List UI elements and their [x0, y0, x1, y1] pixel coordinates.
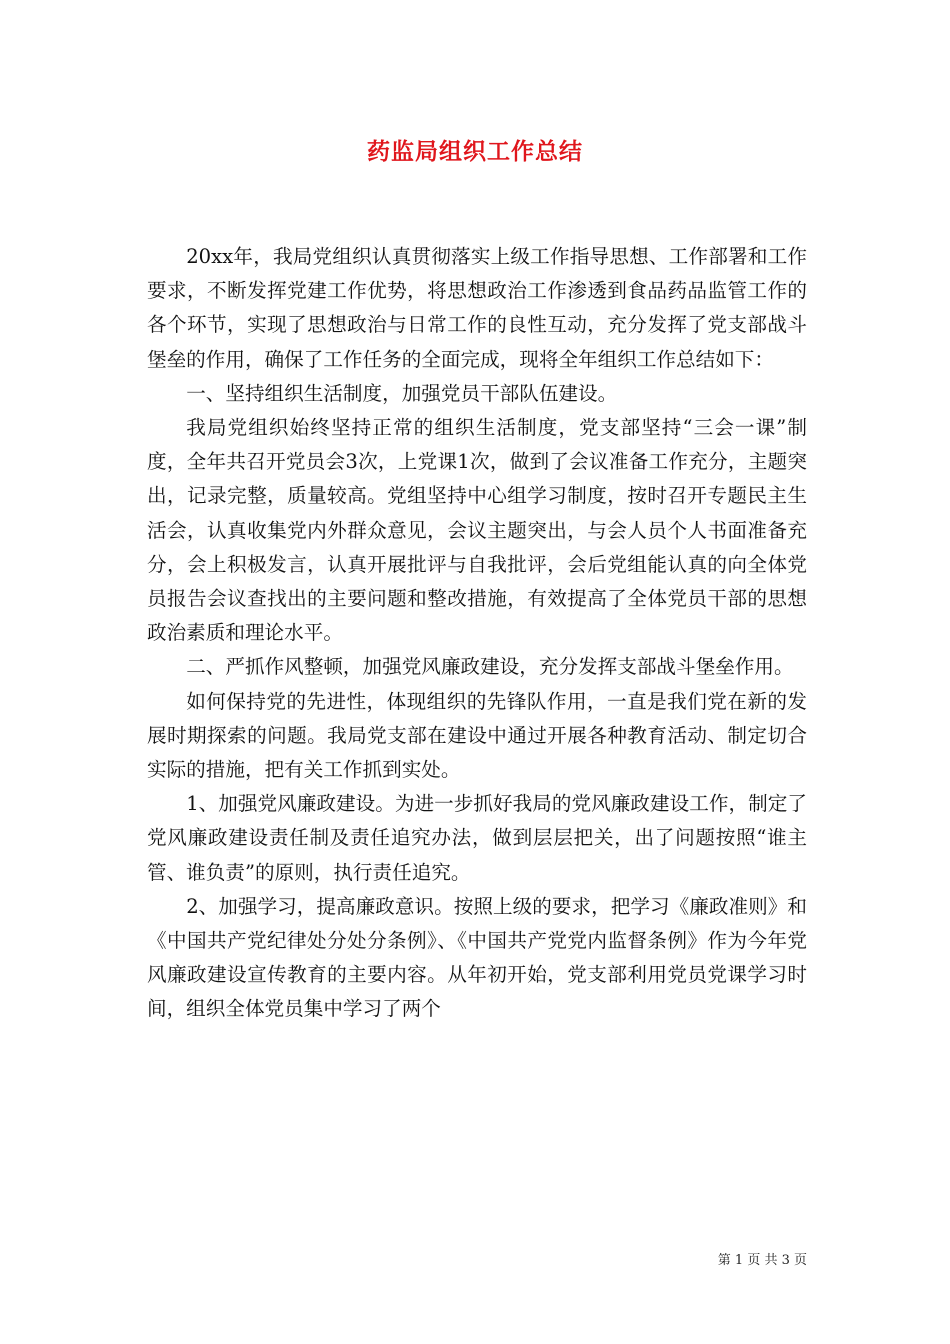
section-heading-2: 二、严抓作风整顿，加强党风廉政建设，充分发挥支部战斗堡垒作用。: [186, 655, 794, 679]
paragraph-section-1: 我局党组织始终坚持正常的组织生活制度，党支部坚持“三会一课”制度，全年共召开党员会3次，上党课1次，做到了会议准备工作充分，主题突出，记录完整，质量较高。党组坚持中心组学习制度，按时召开专题民主生活会，认真收集党内外群众意见，会议主题突出，与会人员个人书面准备充分，会上积极发言，认真开展批评与自我批评，会后党组能认真的向全体党员报告会议查找出的主要问题和整改措施，有效提高了全体党员干部的思想政治素质和理论水平。: [147, 416, 807, 645]
paragraph-section-2: 如何保持党的先进性，体现组织的先锋队作用，一直是我们党在新的发展时期探索的问题。我局党支部在建设中通过开展各种教育活动、制定切合实际的措施，把有关工作抓到实处。: [147, 689, 807, 782]
page-number: 第 1 页 共 3 页: [717, 1253, 807, 1268]
paragraph-item-2: 2、加强学习，提高廉政意识。按照上级的要求，把学习《廉政准则》和《中国共产党纪律处分处分条例》、《中国共产党党内监督条例》作为今年党风廉政建设宣传教育的主要内容。从年初开始，党支部利用党员党课学习时间，组织全体党员集中学习了两个: [147, 894, 807, 1021]
section-heading-1: 一、坚持组织生活制度，加强党员干部队伍建设。: [186, 381, 618, 405]
paragraph-intro: 20xx年，我局党组织认真贯彻落实上级工作指导思想、工作部署和工作要求，不断发挥党建工作优势，将思想政治工作渗透到食品药品监管工作的各个环节，实现了思想政治与日常工作的良性互动，充分发挥了党支部战斗堡垒的作用，确保了工作任务的全面完成，现将全年组织工作总结如下：: [147, 245, 807, 371]
paragraph-item-1: 1、加强党风廉政建设。为进一步抓好我局的党风廉政建设工作，制定了党风廉政建设责任制及责任追究办法，做到层层把关，出了问题按照“谁主管、谁负责”的原则，执行责任追究。: [147, 792, 807, 884]
document-body: [147, 240, 807, 1027]
document-title: 药监局组织工作总结: [367, 138, 583, 165]
